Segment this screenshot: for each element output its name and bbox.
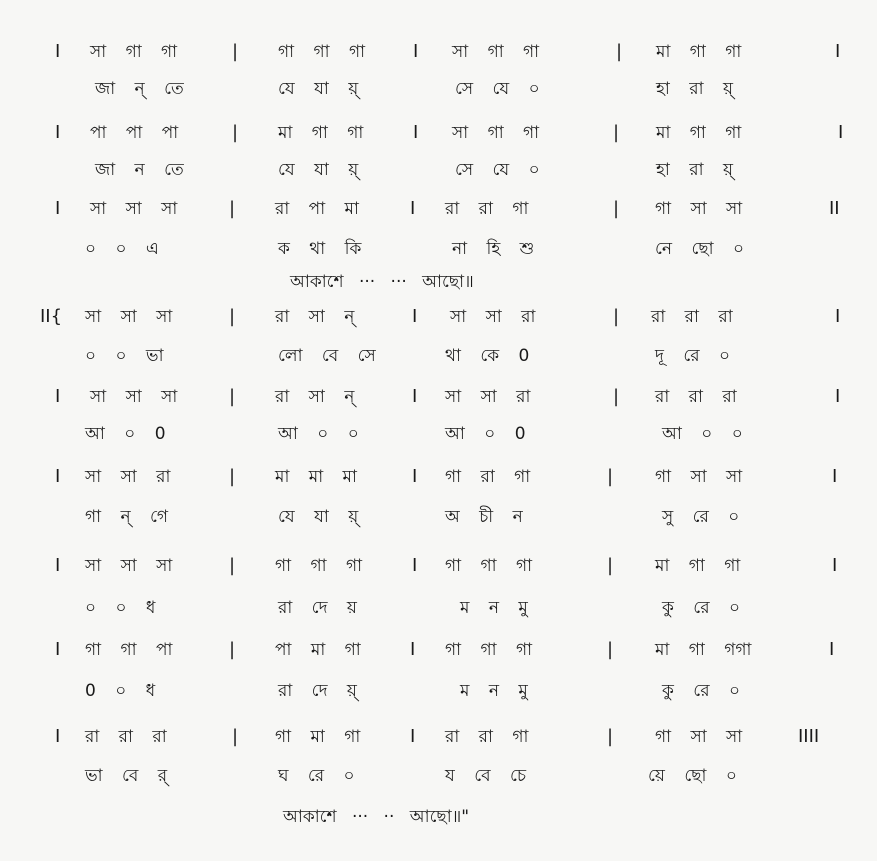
lyric-group-1: ভা বে র্ xyxy=(85,766,168,786)
bar-mark: I xyxy=(410,726,416,747)
swara-group-1: সা সা সা xyxy=(90,199,178,219)
lyric-group-4: য়ে ছো ০ xyxy=(648,766,737,786)
bar-mark: I xyxy=(55,555,61,576)
lyric-group-3: আ ০ 0 xyxy=(445,424,526,444)
bar-mark: I xyxy=(412,555,418,576)
swara-group-3: সা গা গা xyxy=(452,123,540,143)
lyric-group-1: গা ন্ গে xyxy=(85,507,169,527)
refrain-line xyxy=(0,803,877,831)
lyric-group-2: যে যা য়্ xyxy=(278,160,359,180)
bar-mark: | xyxy=(232,726,239,747)
lyric-group-4: আ ০ ০ xyxy=(662,424,743,444)
bar-mark: I xyxy=(835,306,841,327)
bar-mark: I xyxy=(835,41,841,62)
swara-group-2: রা পা মা xyxy=(275,199,359,219)
refrain-text: আকাশে ··· ·· আছো॥" xyxy=(283,807,470,827)
swara-group-3: গা রা গা xyxy=(445,467,531,487)
bar-mark: I xyxy=(55,41,61,62)
swara-group-3: গা গা গা xyxy=(445,556,533,576)
swara-group-3: সা গা গা xyxy=(452,42,540,62)
lyric-group-4: দূ রে ০ xyxy=(655,346,731,366)
lyric-line-9 xyxy=(0,762,877,790)
swara-group-2: গা গা গা xyxy=(275,556,363,576)
lyric-line-2 xyxy=(0,156,877,184)
swara-group-4: গা সা সা xyxy=(655,727,743,747)
swara-group-2: পা মা গা xyxy=(275,640,361,660)
bar-mark: I xyxy=(413,41,419,62)
bar-mark: I xyxy=(55,726,61,747)
lyric-group-1: আ ০ 0 xyxy=(85,424,166,444)
lyric-group-1: জা ন তে xyxy=(95,160,184,180)
bar-mark: | xyxy=(232,41,239,62)
lyric-group-3: থা কে 0 xyxy=(445,346,530,366)
swara-group-4: রা রা রা xyxy=(651,307,733,327)
lyric-group-2: যে যা য়্ xyxy=(278,507,359,527)
bar-mark: | xyxy=(613,198,620,219)
swara-group-1: গা গা পা xyxy=(85,640,173,660)
lyric-group-2: লো বে সে xyxy=(278,346,376,366)
lyric-line-1 xyxy=(0,75,877,103)
bar-mark: | xyxy=(607,555,614,576)
bar-mark: | xyxy=(229,386,236,407)
bar-mark: II{ xyxy=(40,306,63,327)
lyric-group-4: নে ছো ০ xyxy=(655,239,745,259)
bar-mark: I xyxy=(838,122,844,143)
swara-group-2: রা সা ন্ xyxy=(275,307,355,327)
swara-group-1: সা সা সা xyxy=(85,307,173,327)
bar-mark: I xyxy=(55,198,61,219)
bar-mark: I xyxy=(55,639,61,660)
swara-line-6 xyxy=(0,463,877,491)
lyric-group-3: ম ন মু xyxy=(460,598,528,618)
bar-mark: | xyxy=(616,41,623,62)
lyric-group-3: ম ন মু xyxy=(460,681,528,701)
swara-group-3: সা সা রা xyxy=(445,387,531,407)
bar-mark: I xyxy=(412,466,418,487)
bar-mark: I xyxy=(832,555,838,576)
lyric-group-3: য বে চে xyxy=(445,766,527,786)
lyric-line-3 xyxy=(0,235,877,263)
swara-group-1: সা সা রা xyxy=(85,467,171,487)
lyric-line-4 xyxy=(0,342,877,370)
lyric-group-4: হা রা য়্ xyxy=(656,79,733,99)
swara-group-2: মা মা মা xyxy=(275,467,357,487)
bar-mark: I xyxy=(832,466,838,487)
swara-group-4: গা সা সা xyxy=(655,467,743,487)
lyric-line-7 xyxy=(0,594,877,622)
bar-mark: | xyxy=(607,466,614,487)
lyric-line-5 xyxy=(0,420,877,448)
swara-group-4: মা গা গা xyxy=(655,556,741,576)
lyric-group-3: সে যে ০ xyxy=(455,79,540,99)
swara-group-2: গা গা গা xyxy=(278,42,366,62)
swara-group-4: গা সা সা xyxy=(655,199,743,219)
bar-mark: | xyxy=(607,639,614,660)
bar-mark: I xyxy=(55,466,61,487)
bar-mark: I xyxy=(55,122,61,143)
lyric-group-4: হা রা য়্ xyxy=(656,160,733,180)
swara-line-5 xyxy=(0,383,877,411)
lyric-group-3: অ চী ন xyxy=(445,507,523,527)
swara-group-4: মা গা গগা xyxy=(655,640,752,660)
lyric-group-3: না হি শু xyxy=(452,239,535,259)
bar-mark: II xyxy=(829,198,840,219)
swara-group-4: মা গা গা xyxy=(656,42,742,62)
lyric-group-1: জা ন্ তে xyxy=(95,79,184,99)
bar-mark: | xyxy=(229,466,236,487)
swara-line-1 xyxy=(0,38,877,66)
swara-group-1: পা পা পা xyxy=(90,123,179,143)
lyric-group-2: যে যা য়্ xyxy=(278,79,359,99)
lyric-group-1: ০ ০ ধ xyxy=(85,598,156,618)
bar-mark: | xyxy=(229,306,236,327)
lyric-group-2: ঘ রে ০ xyxy=(278,766,355,786)
swara-group-4: রা রা রা xyxy=(655,387,737,407)
bar-mark: I xyxy=(412,386,418,407)
swara-group-3: রা রা গা xyxy=(445,727,529,747)
swara-group-3: গা গা গা xyxy=(445,640,533,660)
swara-line-3 xyxy=(0,195,877,223)
lyric-group-2: রা দে য় xyxy=(278,598,357,618)
lyric-group-4: কু রে ০ xyxy=(662,681,741,701)
swara-group-2: রা সা ন্ xyxy=(275,387,355,407)
bar-mark: | xyxy=(607,726,614,747)
bar-mark: | xyxy=(229,555,236,576)
swara-line-4 xyxy=(0,303,877,331)
bar-mark: | xyxy=(613,122,620,143)
bar-mark: I xyxy=(829,639,835,660)
swara-group-1: সা গা গা xyxy=(90,42,178,62)
lyric-line-6 xyxy=(0,503,877,531)
swara-group-4: মা গা গা xyxy=(656,123,742,143)
swara-group-1: সা সা সা xyxy=(85,556,173,576)
bar-mark: I xyxy=(412,306,418,327)
lyric-group-1: ০ ০ ভা xyxy=(85,346,164,366)
lyric-group-3: সে যে ০ xyxy=(455,160,540,180)
refrain-text: আকাশে ··· ··· আছো॥ xyxy=(290,272,474,292)
lyric-group-2: ক থা কি xyxy=(278,239,362,259)
swara-group-2: গা মা গা xyxy=(275,727,361,747)
swara-group-3: সা সা রা xyxy=(450,307,536,327)
bar-mark: | xyxy=(232,122,239,143)
lyric-group-4: কু রে ০ xyxy=(662,598,741,618)
refrain-line xyxy=(0,268,877,296)
swara-group-3: রা রা গা xyxy=(445,199,529,219)
bar-mark: I xyxy=(410,639,416,660)
bar-mark: | xyxy=(229,639,236,660)
swara-line-2 xyxy=(0,119,877,147)
swara-line-8 xyxy=(0,636,877,664)
bar-mark: I xyxy=(410,198,416,219)
lyric-group-4: সু রে ০ xyxy=(662,507,740,527)
swara-group-1: রা রা রা xyxy=(85,727,167,747)
bar-mark: I xyxy=(413,122,419,143)
bar-mark: I xyxy=(55,386,61,407)
lyric-line-8 xyxy=(0,677,877,705)
swara-line-9 xyxy=(0,723,877,751)
bar-mark: | xyxy=(229,198,236,219)
bar-mark: | xyxy=(613,306,620,327)
lyric-group-1: ০ ০ এ xyxy=(85,239,159,259)
swara-group-2: মা গা গা xyxy=(278,123,364,143)
bar-mark: | xyxy=(613,386,620,407)
lyric-group-2: আ ০ ০ xyxy=(278,424,359,444)
bar-mark: I xyxy=(835,386,841,407)
swara-line-7 xyxy=(0,552,877,580)
lyric-group-1: 0 ০ ধ xyxy=(85,681,156,701)
lyric-group-2: রা দে য়্ xyxy=(278,681,357,701)
bar-mark: IIII xyxy=(798,726,820,747)
swara-group-1: সা সা সা xyxy=(90,387,178,407)
